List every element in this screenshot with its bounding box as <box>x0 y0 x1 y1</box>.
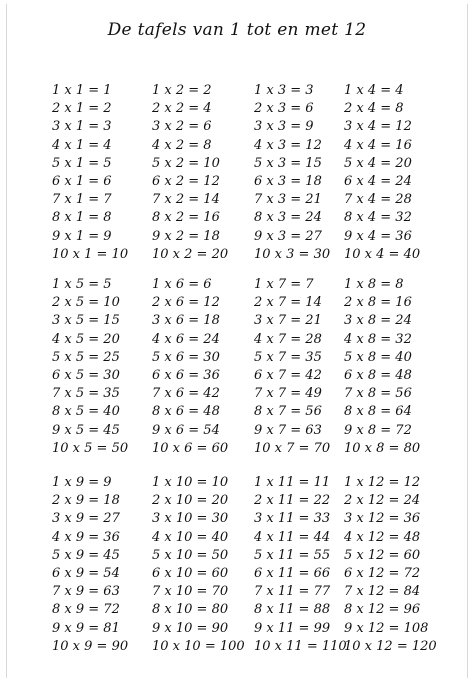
table-row: 1 x 10 = 10 <box>152 475 229 490</box>
multiplication-table <box>48 474 158 656</box>
table-row: 4 x 7 = 28 <box>254 331 322 347</box>
table-row: 1 x 6 = 6 <box>152 277 212 292</box>
table-row: 8 x 2 = 16 <box>152 210 220 226</box>
table-row: 5 x 9 = 45 <box>52 547 120 563</box>
table-row: 7 x 8 = 56 <box>344 386 412 402</box>
table-row: 2 x 11 = 22 <box>254 493 331 509</box>
table-row: 4 x 9 = 36 <box>52 529 120 545</box>
table-row: 6 x 1 = 6 <box>52 173 112 189</box>
table-row: 9 x 6 = 54 <box>152 422 220 438</box>
table-row: 10 x 2 = 20 <box>152 246 229 262</box>
multiplication-table <box>148 276 258 458</box>
table-row: 4 x 5 = 20 <box>52 331 120 347</box>
table-row: 6 x 2 = 12 <box>152 173 220 189</box>
table-row: 6 x 9 = 54 <box>52 565 120 581</box>
multiplication-table <box>48 276 158 458</box>
table-row: 3 x 5 = 15 <box>52 313 120 329</box>
table-row: 7 x 2 = 14 <box>152 192 220 208</box>
table-row: 10 x 12 = 120 <box>344 638 437 654</box>
table-row: 9 x 8 = 72 <box>344 422 412 438</box>
table-row: 5 x 2 = 10 <box>152 155 220 171</box>
table-row: 3 x 12 = 36 <box>344 511 421 527</box>
table-row: 6 x 7 = 42 <box>254 367 322 383</box>
multiplication-table <box>148 474 258 656</box>
table-row: 7 x 10 = 70 <box>152 584 229 600</box>
table-row: 2 x 4 = 8 <box>344 101 404 117</box>
table-row: 3 x 2 = 6 <box>152 119 212 135</box>
table-row: 10 x 10 = 100 <box>152 638 245 654</box>
table-row: 6 x 11 = 66 <box>254 565 331 581</box>
table-row: 1 x 4 = 4 <box>344 83 404 98</box>
table-row: 2 x 6 = 12 <box>152 295 220 311</box>
table-row: 9 x 7 = 63 <box>254 422 322 438</box>
table-row: 2 x 12 = 24 <box>344 493 421 509</box>
table-row: 7 x 7 = 49 <box>254 386 322 402</box>
table-row: 7 x 12 = 84 <box>344 584 421 600</box>
multiplication-table <box>340 82 450 264</box>
table-row: 1 x 12 = 12 <box>344 475 421 490</box>
table-row: 10 x 6 = 60 <box>152 440 229 456</box>
table-row: 3 x 4 = 12 <box>344 119 412 135</box>
table-row: 10 x 8 = 80 <box>344 440 421 456</box>
table-row: 6 x 8 = 48 <box>344 367 412 383</box>
table-row: 7 x 11 = 77 <box>254 584 331 600</box>
table-row: 7 x 5 = 35 <box>52 386 120 402</box>
table-row: 3 x 6 = 18 <box>152 313 220 329</box>
table-row: 6 x 6 = 36 <box>152 367 220 383</box>
table-row: 9 x 2 = 18 <box>152 228 220 244</box>
table-row: 8 x 3 = 24 <box>254 210 322 226</box>
table-row: 2 x 3 = 6 <box>254 101 314 117</box>
table-row: 8 x 9 = 72 <box>52 602 120 618</box>
table-row: 4 x 4 = 16 <box>344 137 412 153</box>
multiplication-table <box>340 276 450 458</box>
table-row: 2 x 10 = 20 <box>152 493 229 509</box>
table-row: 1 x 11 = 11 <box>254 475 331 490</box>
table-row: 3 x 7 = 21 <box>254 313 322 329</box>
table-row: 1 x 9 = 9 <box>52 475 112 490</box>
table-row: 1 x 2 = 2 <box>152 83 212 98</box>
table-row: 3 x 3 = 9 <box>254 119 314 135</box>
table-row: 10 x 7 = 70 <box>254 440 331 456</box>
table-row: 9 x 5 = 45 <box>52 422 120 438</box>
table-row: 8 x 4 = 32 <box>344 210 412 226</box>
table-row: 7 x 4 = 28 <box>344 192 412 208</box>
tables-block <box>0 82 474 272</box>
table-row: 10 x 9 = 90 <box>52 638 129 654</box>
table-row: 8 x 1 = 8 <box>52 210 112 226</box>
tables-block <box>0 474 474 664</box>
table-row: 8 x 10 = 80 <box>152 602 229 618</box>
table-row: 2 x 7 = 14 <box>254 295 322 311</box>
table-row: 3 x 11 = 33 <box>254 511 331 527</box>
table-row: 2 x 8 = 16 <box>344 295 412 311</box>
table-row: 5 x 12 = 60 <box>344 547 421 563</box>
tables-block <box>0 276 474 466</box>
page-title: De tafels van 1 tot en met 12 <box>107 20 367 40</box>
table-row: 10 x 11 = 110 <box>254 638 347 654</box>
multiplication-table <box>148 82 258 264</box>
table-row: 4 x 6 = 24 <box>152 331 220 347</box>
table-row: 6 x 4 = 24 <box>344 173 412 189</box>
table-row: 10 x 4 = 40 <box>344 246 421 262</box>
table-row: 7 x 3 = 21 <box>254 192 322 208</box>
table-row: 3 x 9 = 27 <box>52 511 120 527</box>
table-row: 5 x 6 = 30 <box>152 349 220 365</box>
table-row: 5 x 8 = 40 <box>344 349 412 365</box>
table-row: 5 x 5 = 25 <box>52 349 120 365</box>
table-row: 6 x 10 = 60 <box>152 565 229 581</box>
table-row: 10 x 3 = 30 <box>254 246 331 262</box>
table-row: 3 x 10 = 30 <box>152 511 229 527</box>
table-row: 2 x 5 = 10 <box>52 295 120 311</box>
table-row: 6 x 12 = 72 <box>344 565 421 581</box>
table-row: 1 x 8 = 8 <box>344 277 404 292</box>
table-row: 5 x 10 = 50 <box>152 547 229 563</box>
table-row: 8 x 8 = 64 <box>344 404 412 420</box>
table-row: 9 x 10 = 90 <box>152 620 229 636</box>
table-row: 4 x 8 = 32 <box>344 331 412 347</box>
multiplication-table <box>340 474 450 656</box>
table-row: 3 x 1 = 3 <box>52 119 112 135</box>
table-row: 4 x 2 = 8 <box>152 137 212 153</box>
table-row: 9 x 1 = 9 <box>52 228 112 244</box>
table-row: 8 x 11 = 88 <box>254 602 331 618</box>
table-row: 8 x 12 = 96 <box>344 602 421 618</box>
table-row: 7 x 9 = 63 <box>52 584 120 600</box>
table-row: 5 x 1 = 5 <box>52 155 112 171</box>
table-row: 4 x 10 = 40 <box>152 529 229 545</box>
table-row: 1 x 5 = 5 <box>52 277 112 292</box>
multiplication-table <box>48 82 158 264</box>
table-row: 1 x 7 = 7 <box>254 277 314 292</box>
table-row: 5 x 4 = 20 <box>344 155 412 171</box>
table-row: 6 x 3 = 18 <box>254 173 322 189</box>
table-row: 8 x 5 = 40 <box>52 404 120 420</box>
table-row: 5 x 3 = 15 <box>254 155 322 171</box>
table-row: 5 x 7 = 35 <box>254 349 322 365</box>
table-row: 9 x 12 = 108 <box>344 620 429 636</box>
table-row: 7 x 1 = 7 <box>52 192 112 208</box>
table-row: 2 x 9 = 18 <box>52 493 120 509</box>
table-row: 4 x 1 = 4 <box>52 137 112 153</box>
table-row: 7 x 6 = 42 <box>152 386 220 402</box>
table-row: 8 x 7 = 56 <box>254 404 322 420</box>
table-row: 8 x 6 = 48 <box>152 404 220 420</box>
table-row: 9 x 3 = 27 <box>254 228 322 244</box>
table-row: 4 x 12 = 48 <box>344 529 421 545</box>
table-row: 2 x 1 = 2 <box>52 101 112 117</box>
table-row: 3 x 8 = 24 <box>344 313 412 329</box>
table-row: 2 x 2 = 4 <box>152 101 212 117</box>
table-row: 9 x 11 = 99 <box>254 620 331 636</box>
table-row: 1 x 1 = 1 <box>52 83 112 98</box>
table-row: 5 x 11 = 55 <box>254 547 331 563</box>
table-row: 9 x 4 = 36 <box>344 228 412 244</box>
table-row: 6 x 5 = 30 <box>52 367 120 383</box>
table-row: 9 x 9 = 81 <box>52 620 120 636</box>
table-row: 10 x 1 = 10 <box>52 246 129 262</box>
table-row: 1 x 3 = 3 <box>254 83 314 98</box>
table-row: 4 x 11 = 44 <box>254 529 331 545</box>
table-row: 4 x 3 = 12 <box>254 137 322 153</box>
table-row: 10 x 5 = 50 <box>52 440 129 456</box>
